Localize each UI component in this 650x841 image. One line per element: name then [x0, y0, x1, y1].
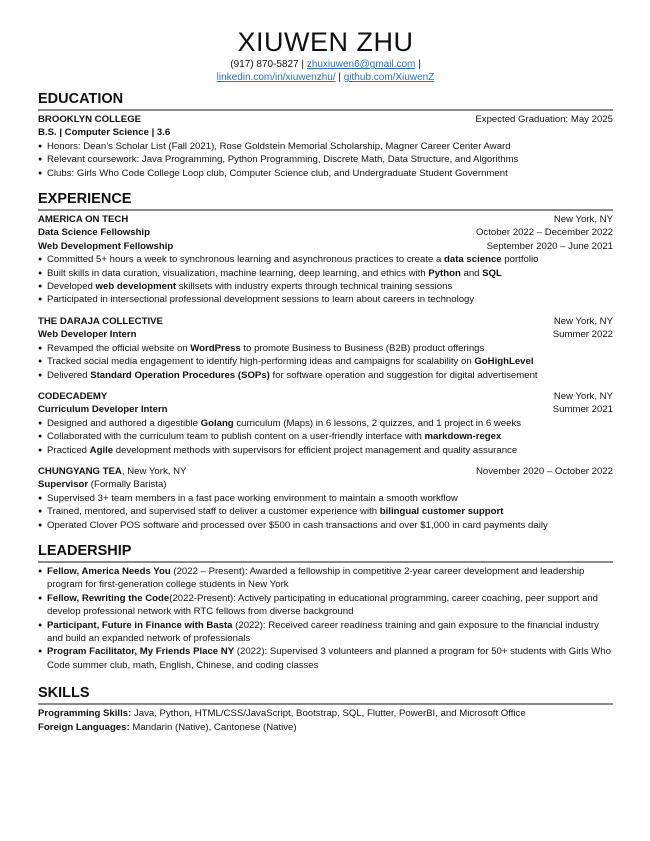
role-title: Supervisor: [38, 479, 89, 491]
contact-line-2: linkedin.com/in/xiuwenzhu/ | github.com/XiuwenZ: [216, 72, 435, 83]
programming-skills: Programming Skills: Java, Python, HTML/CSS/JavaScript, Bootstrap, SQL, Flutter, PowerBI, and Microsoft Office: [38, 708, 526, 720]
list-item: ● Participant, Future in Finance with Basta (2022): Received career readiness training and gain exposure to the financial industry and build an expanded network of professionals: [38, 619, 613, 646]
section-title-education: EDUCATION: [38, 91, 124, 107]
phone: (917) 870-5827: [230, 59, 299, 70]
section-title-leadership: LEADERSHIP: [38, 542, 132, 559]
list-item: ● Operated Clover POS software and processed over $500 in cash transactions and over $1,000 in card payments daily: [38, 519, 613, 532]
list-item: ● Trained, mentored, and supervised staff to deliver a customer experience with bilingual customer support: [38, 505, 613, 518]
org-name: THE DARAJA COLLECTIVE: [38, 315, 163, 327]
candidate-name: XIUWEN ZHU: [237, 27, 414, 57]
org-name: CODECADEMY: [38, 390, 108, 402]
location: New York, NY: [553, 214, 613, 226]
list-item: ● Developed web development skillsets with industry experts through technical training sessions: [38, 280, 613, 293]
location: New York, NY: [553, 390, 613, 402]
degree: B.S. | Computer Science | 3.6: [38, 127, 171, 139]
list-item: ● Fellow, America Needs You (2022 – Present): Awarded a fellowship in competitive 2-year career development and leadership program for first-generation college students in New York: [38, 565, 613, 592]
org-name: CHUNGYANG TEA: [38, 465, 122, 477]
section-title-skills: SKILLS: [38, 685, 90, 702]
list-item: ● Honors: Dean’s Scholar List (Fall 2021), Rose Goldstein Memorial Scholarship, Magner Career Center Award: [38, 140, 613, 153]
list-item: ● Tracked social media engagement to identify high-performing ideas and campaigns for scalability on GoHighLevel: [38, 355, 613, 368]
section-divider: [38, 209, 613, 211]
list-item: ● Committed 5+ hours a week to synchronous learning and asynchronous practices to create a data science portfolio: [38, 253, 613, 266]
list-item: ● Practiced Agile development methods with supervisors for efficient project management and quality assurance: [38, 444, 613, 457]
list-item: ● Designed and authored a digestible Golang curriculum (Maps) in 6 lessons, 2 quizzes, and 1 project in 6 weeks: [38, 417, 613, 430]
dates: November 2020 – October 2022: [475, 465, 613, 477]
list-item: ● Participated in intersectional professional development sessions to learn about careers in technology: [38, 293, 613, 306]
location: New York, NY: [553, 315, 613, 327]
email-link[interactable]: zhuxiuwen6@gmail.com: [306, 59, 416, 70]
job-entry: [38, 315, 613, 382]
list-item: ● Clubs: Girls Who Code College Loop club, Computer Science club, and Undergraduate Student Government: [38, 167, 613, 180]
section-title-experience: EXPERIENCE: [38, 191, 132, 208]
role-title: Web Developer Intern: [38, 329, 137, 341]
foreign-languages: Foreign Languages: Mandarin (Native), Cantonese (Native): [38, 721, 297, 733]
job-entry: CHUNGYANG TEA, New York, NY November 2020 – October 2022 Supervisor (Formally Barista) ● Supervised 3+ team members in a fast pace working environment to maintain a smooth workflow ● Trained, mentored, and supervised staff to deliver a customer experience with bilingual customer support ● Operated Clover POS software and processed over $500 in cash transactions and over $1,000 in card payments daily: [38, 465, 613, 532]
dates: Summer 2022: [552, 329, 613, 341]
list-item: ● Supervised 3+ team members in a fast pace working environment to maintain a smooth workflow: [38, 492, 613, 505]
github-link[interactable]: github.com/XiuwenZ: [343, 72, 435, 83]
dates: September 2020 – June 2021: [486, 240, 613, 252]
job-entry: [38, 213, 613, 307]
list-item: ● Program Facilitator, My Friends Place NY (2022): Supervised 3 volunteers and planned a program for 50+ students with Girls Who Code summer club, math, English, Chinese, and coding classes: [38, 645, 613, 672]
list-item: ● Collaborated with the curriculum team to publish content on a user-friendly interface with markdown-regex: [38, 430, 613, 443]
dates: Summer 2021: [552, 404, 613, 416]
role-title: Data Science Fellowship: [38, 227, 150, 239]
section-divider: [38, 109, 613, 111]
list-item: ● Relevant coursework: Java Programming, Python Programming, Discrete Math, Data Structure, and Algorithms: [38, 153, 613, 166]
dates: October 2022 – December 2022: [475, 227, 613, 239]
list-item: ● Delivered Standard Operation Procedures (SOPs) for software operation and suggestion for digital advertisement: [38, 369, 613, 382]
org-name: AMERICA ON TECH: [38, 214, 129, 226]
linkedin-link[interactable]: linkedin.com/in/xiuwenzhu/: [216, 72, 336, 83]
section-divider: [38, 561, 613, 563]
list-item: ● Built skills in data curation, visualization, machine learning, deep learning, and ethics with Python and SQL: [38, 267, 613, 280]
leadership-list: [38, 565, 613, 672]
education-bullets: [38, 140, 613, 180]
list-item: ● Fellow, Rewriting the Code(2022-Present): Actively participating in educational programming, career coaching, peer support and develop professional network with RTC fellows from diverse background: [38, 592, 613, 619]
section-divider: [38, 703, 613, 705]
role-title: Curriculum Developer Intern: [38, 404, 168, 416]
school-name: BROOKLYN COLLEGE: [38, 114, 142, 125]
list-item: ● Revamped the official website on WordPress to promote Business to Business (B2B) product offerings: [38, 342, 613, 355]
contact-line-1: (917) 870-5827 | zhuxiuwen6@gmail.com |: [230, 59, 421, 70]
role-title: Web Development Fellowship: [38, 240, 174, 252]
resume-page: [38, 26, 613, 734]
job-entry: [38, 390, 613, 457]
graduation-date: Expected Graduation: May 2025: [475, 114, 613, 125]
